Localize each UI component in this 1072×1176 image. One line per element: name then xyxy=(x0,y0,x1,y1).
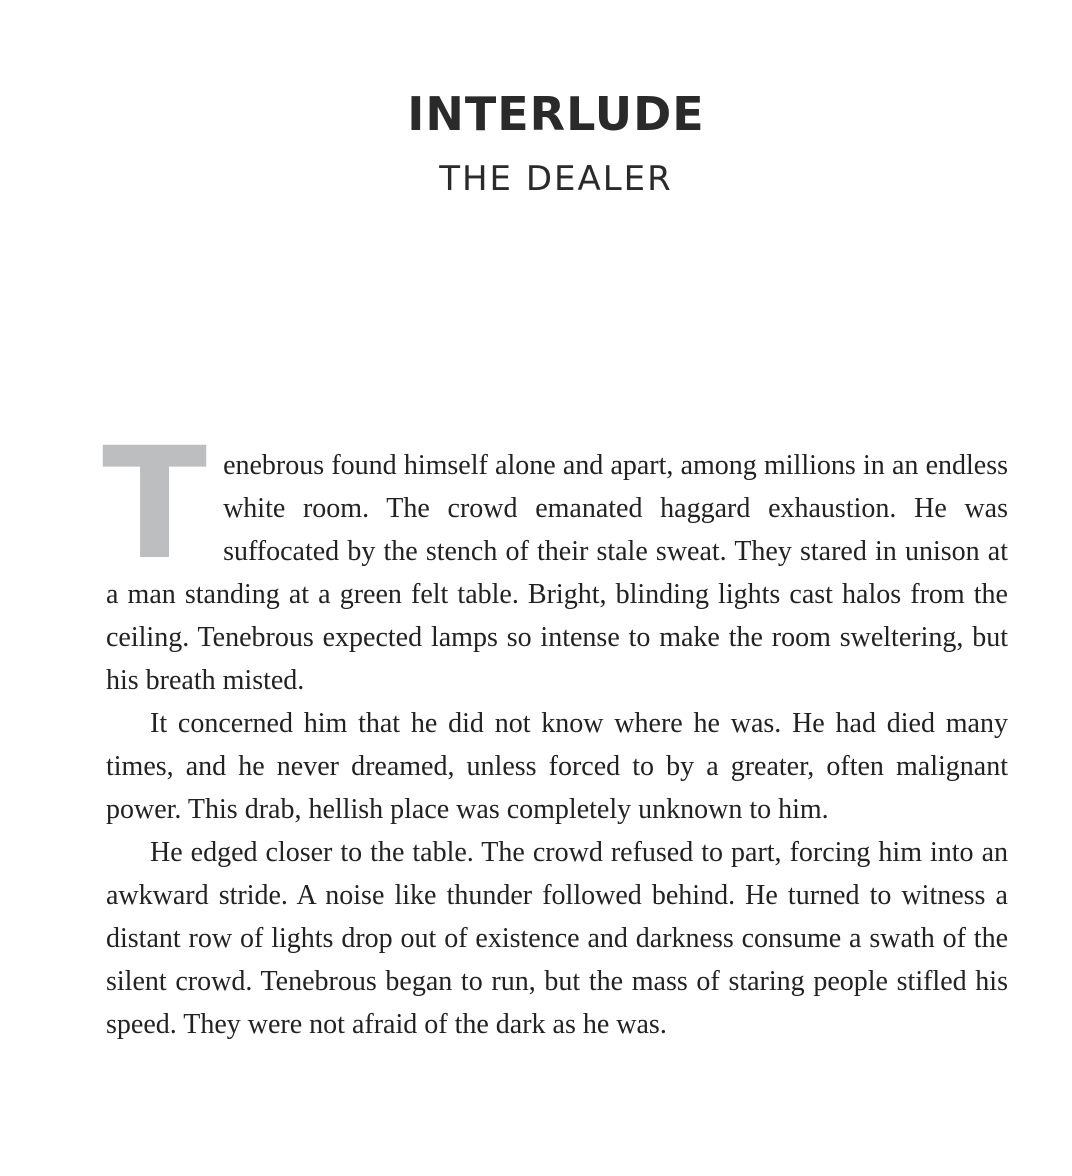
paragraph-2: It concerned him that he did not know where he was. He had died many times, and he never dreamed, unless forced to by a greater, often malignant power. This drab, hellish place was completely unknown to him. xyxy=(106,708,1008,825)
chapter-subtitle: THE DEALER xyxy=(439,159,673,199)
chapter-body xyxy=(102,415,1008,1046)
paragraph-1-text: enebrous found himself alone and apart, among millions in an endless white room. The crowd emanated haggard exhaustion. He was suffocated by the stench of their stale sweat. They stared in unison at a man standing at a green felt table. Bright, blinding lights cast halos from the ceiling. Tenebrous expected lamps so intense to make the room sweltering, but his breath misted. xyxy=(106,450,1008,696)
chapter-title: INTERLUDE xyxy=(407,87,705,141)
paragraph-1 xyxy=(102,415,1008,702)
drop-cap: T xyxy=(102,415,208,594)
paragraph-3: He edged closer to the table. The crowd refused to part, forcing him into an awkward stride. A noise like thunder followed behind. He turned to witness a distant row of lights drop out of existence and darkness consume a swath of the silent crowd. Tenebrous began to run, but the mass of staring people stifled his speed. They were not afraid of the dark as he was. xyxy=(106,837,1008,1040)
